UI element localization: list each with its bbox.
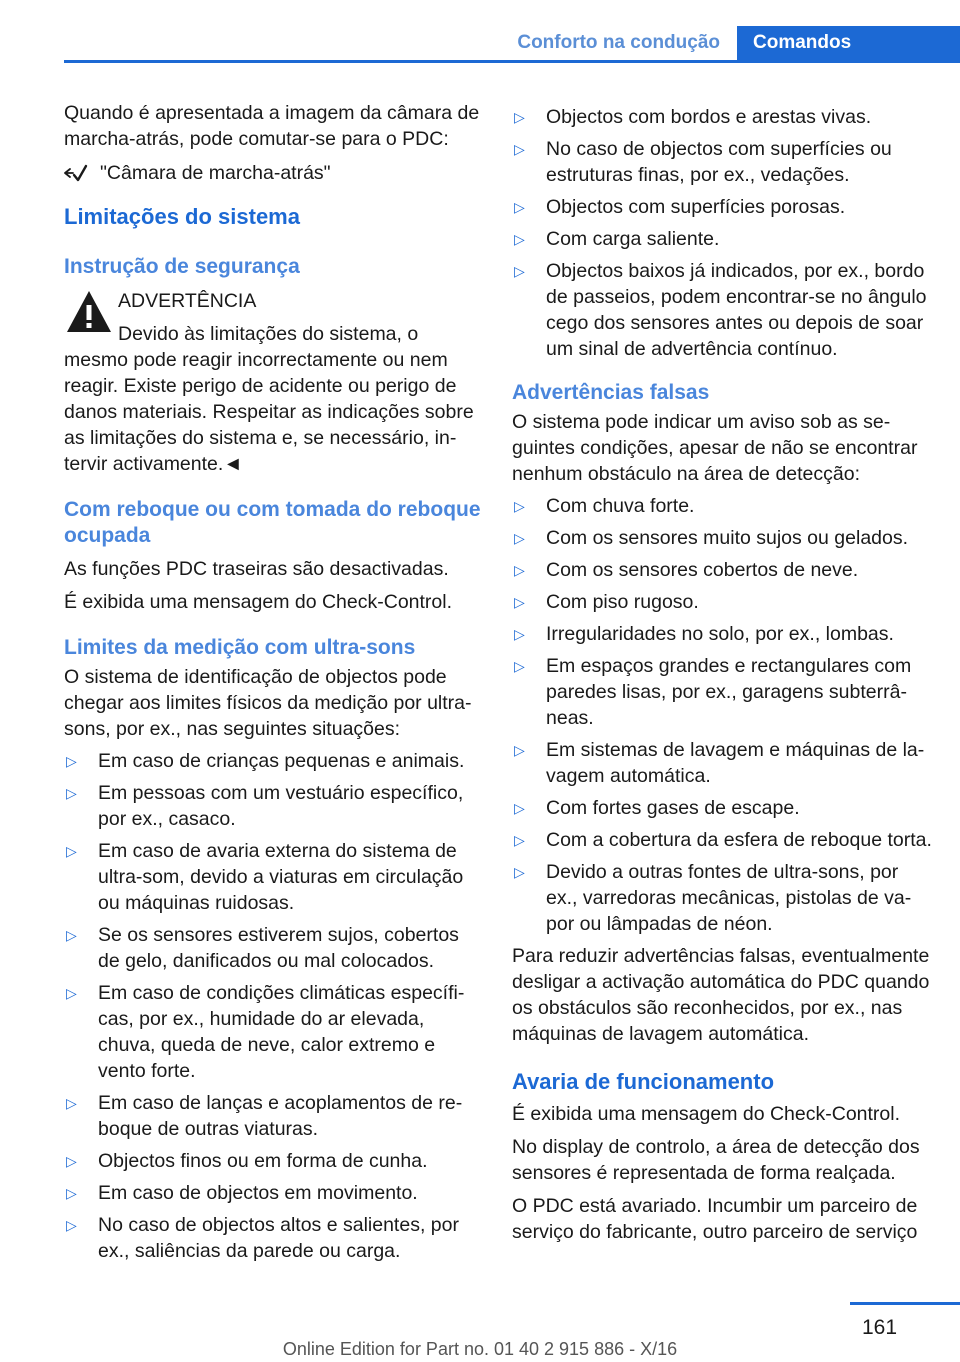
camera-label: "Câmara de marcha-atrás" bbox=[100, 162, 331, 184]
warning-first-line: Devido às limitações do sistema, o bbox=[118, 323, 419, 345]
triangle-bullet-icon: ▷ bbox=[514, 800, 525, 816]
triangle-bullet-icon: ▷ bbox=[66, 843, 77, 859]
edition-footer: Online Edition for Part no. 01 40 2 915 886 - X/16 bbox=[282, 1339, 678, 1359]
list-item: ▷ Se os sensores estiverem sujos, cobertos de gelo, danificados ou mal colocados. bbox=[66, 924, 459, 972]
list-item: ▷ Em espaços grandes e rectangulares com paredes lisas, por ex., garagens subterrâneas. bbox=[514, 655, 912, 729]
heading-safety: Instrução de segurança bbox=[64, 255, 300, 278]
triangle-bullet-icon: ▷ bbox=[66, 785, 77, 801]
list-item: ▷ Com os sensores cobertos de neve. bbox=[514, 559, 859, 581]
list-item: ▷ Em sistemas de lavagem e máquinas de lavagem automática. bbox=[514, 739, 925, 787]
malfunction-paragraph-2: No display de controlo, a área de detecção dos sensores é representada de forma realçada. bbox=[512, 1136, 920, 1184]
false-warnings-list bbox=[512, 493, 932, 937]
warning-text: mesmo pode reagir incorrectamente ou nem reagir. Existe perigo de acidente ou perigo de danos materiais. Respeitar as indicações sobre as limitações do sistema e, se necessário, intervir activamente.◄ bbox=[64, 349, 474, 475]
triangle-bullet-icon: ▷ bbox=[514, 231, 525, 247]
triangle-bullet-icon: ▷ bbox=[66, 927, 77, 943]
triangle-bullet-icon: ▷ bbox=[514, 530, 525, 546]
list-item: ▷ Com piso rugoso. bbox=[514, 591, 699, 613]
footer-rule bbox=[850, 1302, 960, 1305]
triangle-bullet-icon: ▷ bbox=[514, 562, 525, 578]
warning-block bbox=[64, 288, 482, 477]
list-item: ▷ Com fortes gases de escape. bbox=[514, 797, 800, 819]
triangle-bullet-icon: ▷ bbox=[514, 263, 525, 279]
section-tab: Conforto na condução bbox=[517, 32, 720, 53]
list-item: ▷ Em pessoas com um vestuário específico, por ex., casaco. bbox=[66, 782, 464, 830]
camera-instruction bbox=[64, 160, 482, 186]
limits-intro: O sistema de identificação de objectos pode chegar aos limites físicos da medição por ultra-sons, por ex., nas seguintes situações: bbox=[64, 666, 472, 740]
triangle-bullet-icon: ▷ bbox=[514, 832, 525, 848]
triangle-bullet-icon: ▷ bbox=[66, 985, 77, 1001]
heading-ultrasonic-limits: Limites da medição com ultra-sons bbox=[64, 636, 416, 659]
triangle-bullet-icon: ▷ bbox=[514, 864, 525, 880]
pdc-parking-icon bbox=[64, 162, 88, 184]
list-item: ▷ Irregularidades no solo, por ex., lombas. bbox=[514, 623, 894, 645]
triangle-bullet-icon: ▷ bbox=[66, 753, 77, 769]
list-item: ▷ Objectos com bordos e arestas vivas. bbox=[514, 106, 872, 128]
warning-triangle-icon bbox=[64, 288, 114, 340]
triangle-bullet-icon: ▷ bbox=[66, 1217, 77, 1233]
page-header bbox=[0, 26, 960, 62]
triangle-bullet-icon: ▷ bbox=[514, 658, 525, 674]
list-item: ▷ Em caso de condições climáticas específicas, por ex., humidade do ar elevada, chuva, queda de neve, calor extremo e vento forte. bbox=[66, 982, 465, 1082]
triangle-bullet-icon: ▷ bbox=[514, 498, 525, 514]
triangle-bullet-icon: ▷ bbox=[66, 1153, 77, 1169]
page-number: 161 bbox=[862, 1316, 898, 1339]
triangle-bullet-icon: ▷ bbox=[514, 742, 525, 758]
trailer-paragraph-2: É exibida uma mensagem do Check-Control. bbox=[64, 591, 453, 613]
triangle-bullet-icon: ▷ bbox=[66, 1185, 77, 1201]
triangle-bullet-icon: ▷ bbox=[66, 1095, 77, 1111]
left-column bbox=[64, 100, 482, 1270]
list-item: ▷ Com a cobertura da esfera de reboque torta. bbox=[514, 829, 932, 851]
triangle-bullet-icon: ▷ bbox=[514, 594, 525, 610]
list-item: ▷ Com carga saliente. bbox=[514, 228, 720, 250]
warning-title: ADVERTÊNCIA bbox=[118, 290, 257, 312]
list-item: ▷ No caso de objectos com superfícies ou estruturas finas, por ex., vedações. bbox=[514, 138, 892, 186]
heading-false-warnings: Advertências falsas bbox=[512, 381, 710, 404]
list-item: ▷ Objectos com superfícies porosas. bbox=[514, 196, 846, 218]
false-warnings-outro: Para reduzir advertências falsas, eventualmente desligar a activação automática do PDC quando os obstáculos são reconhecidos, por ex., nas máquinas de lavagem automática. bbox=[512, 945, 930, 1045]
triangle-bullet-icon: ▷ bbox=[514, 626, 525, 642]
list-item: ▷ Em caso de objectos em movimento. bbox=[66, 1182, 418, 1204]
list-item: ▷ No caso de objectos altos e salientes, por ex., saliências da parede ou carga. bbox=[66, 1214, 459, 1262]
list-item: ▷ Em caso de lanças e acoplamentos de reboque de outras viaturas. bbox=[66, 1092, 463, 1140]
malfunction-paragraph-3: O PDC está avariado. Incumbir um parceiro de serviço do fabricante, outro parceiro de serviço bbox=[512, 1195, 918, 1243]
intro-paragraph: Quando é apresentada a imagem da câmara de marcha-atrás, pode comutar-se para o PDC: bbox=[64, 102, 480, 150]
heading-trailer: Com reboque ou com tomada do reboque ocupada bbox=[64, 498, 481, 547]
list-item: ▷ Objectos baixos já indicados, por ex., bordo de passeios, podem encontrar-se no ângulo cego dos sensores antes ou depois de soar um sinal de advertência contínuo. bbox=[514, 260, 927, 360]
right-column bbox=[512, 100, 932, 1245]
list-item: ▷ Com chuva forte. bbox=[514, 495, 695, 517]
list-item: ▷ Em caso de crianças pequenas e animais. bbox=[66, 750, 465, 772]
heading-limitations: Limitações do sistema bbox=[64, 204, 300, 229]
list-item: ▷ Devido a outras fontes de ultra-sons, por ex., varredoras mecânicas, pistolas de vapor ou lâmpadas de néon. bbox=[514, 861, 912, 935]
list-item: ▷ Objectos finos ou em forma de cunha. bbox=[66, 1150, 428, 1172]
trailer-paragraph-1: As funções PDC traseiras são desactivadas. bbox=[64, 558, 449, 580]
list-item: ▷ Com os sensores muito sujos ou gelados. bbox=[514, 527, 909, 549]
list-item: ▷ Em caso de avaria externa do sistema de ultra-som, devido a viaturas em circulação ou máquinas ruidosas. bbox=[66, 840, 464, 914]
triangle-bullet-icon: ▷ bbox=[514, 199, 525, 215]
triangle-bullet-icon: ▷ bbox=[514, 141, 525, 157]
chapter-tab: Comandos bbox=[737, 26, 960, 62]
heading-malfunction: Avaria de funcionamento bbox=[512, 1069, 775, 1094]
malfunction-paragraph-1: É exibida uma mensagem do Check-Control. bbox=[512, 1103, 901, 1125]
limits-list bbox=[64, 748, 482, 1264]
triangle-bullet-icon: ▷ bbox=[514, 109, 525, 125]
false-warnings-intro: O sistema pode indicar um aviso sob as seguintes condições, apesar de não se encontrar nenhum obstáculo na área de detecção: bbox=[512, 411, 918, 485]
objects-list bbox=[512, 104, 932, 362]
header-rule bbox=[64, 60, 960, 63]
